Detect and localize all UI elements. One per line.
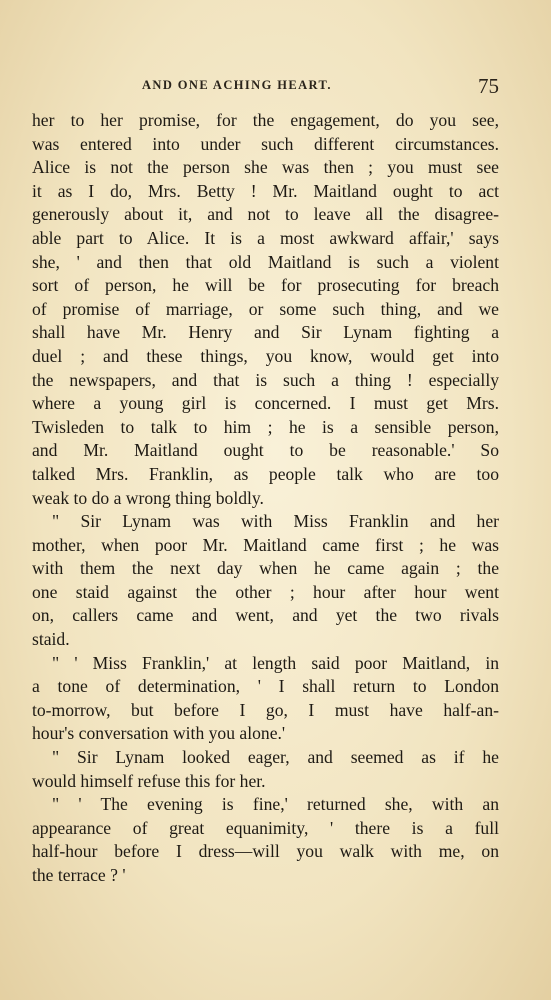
text-line: talked Mrs. Franklin, as people talk who are too	[32, 463, 499, 484]
text-line: Twisleden to talk to him ; he is a sensible person,	[32, 416, 499, 437]
text-line: the terrace ? '	[32, 865, 126, 885]
text-line: able part to Alice. It is a most awkward affair,' says	[32, 227, 499, 248]
text-line: hour's conversation with you alone.'	[32, 723, 286, 744]
text-line: her to her promise, for the engagement, do you see,	[32, 110, 499, 130]
text-line: would himself refuse this for her.	[32, 770, 266, 791]
text-line: to-morrow, but before I go, I must have half-an-	[32, 699, 499, 720]
text-line: with them the next day when he came again ; the	[32, 558, 499, 579]
running-title: AND ONE ACHING HEART.	[142, 78, 332, 92]
text-line: where a young girl is concerned. I must get Mrs.	[32, 393, 499, 414]
text-line: one staid against the other ; hour after hour went	[32, 581, 499, 602]
text-line: mother, when poor Mr. Maitland came first ; he was	[32, 534, 499, 555]
text-line: staid.	[32, 629, 70, 650]
text-line: Alice is not the person she was then ; you must see	[32, 157, 499, 178]
text-line: of promise of marriage, or some such thing, and we	[32, 298, 499, 319]
text-line: the newspapers, and that is such a thing ! especially	[32, 369, 499, 390]
running-head	[32, 74, 499, 100]
paragraph-start-line: " ' Miss Franklin,' at length said poor Maitland, in	[52, 652, 499, 673]
paragraph-start-line: " ' The evening is fine,' returned she, with an	[52, 794, 499, 815]
text-line: was entered into under such different circumstances.	[32, 133, 499, 154]
text-line: shall have Mr. Henry and Sir Lynam fighting a	[32, 322, 499, 343]
text-line: she, ' and then that old Maitland is such a violent	[32, 251, 499, 272]
text-line: weak to do a wrong thing boldly.	[32, 487, 264, 508]
text-line: and Mr. Maitland ought to be reasonable.' So	[32, 440, 499, 461]
text-line: duel ; and these things, you know, would get into	[32, 345, 499, 366]
text-line: a tone of determination, ' I shall return to London	[32, 676, 499, 697]
text-line: half-hour before I dress—will you walk with me, on	[32, 841, 499, 862]
text-line: it as I do, Mrs. Betty ! Mr. Maitland ought to act	[32, 180, 499, 201]
page-number: 75	[478, 74, 499, 98]
text-line: sort of person, he will be for prosecuting for breach	[32, 275, 499, 296]
text-line: appearance of great equanimity, ' there is a full	[32, 817, 499, 838]
text-line: generously about it, and not to leave all the disagree-	[32, 204, 499, 225]
text-line: on, callers came and went, and yet the two rivals	[32, 605, 499, 626]
paragraph-start-line: " Sir Lynam looked eager, and seemed as if he	[52, 747, 499, 768]
body-text	[32, 109, 499, 888]
paragraph-start-line: " Sir Lynam was with Miss Franklin and her	[52, 511, 499, 532]
